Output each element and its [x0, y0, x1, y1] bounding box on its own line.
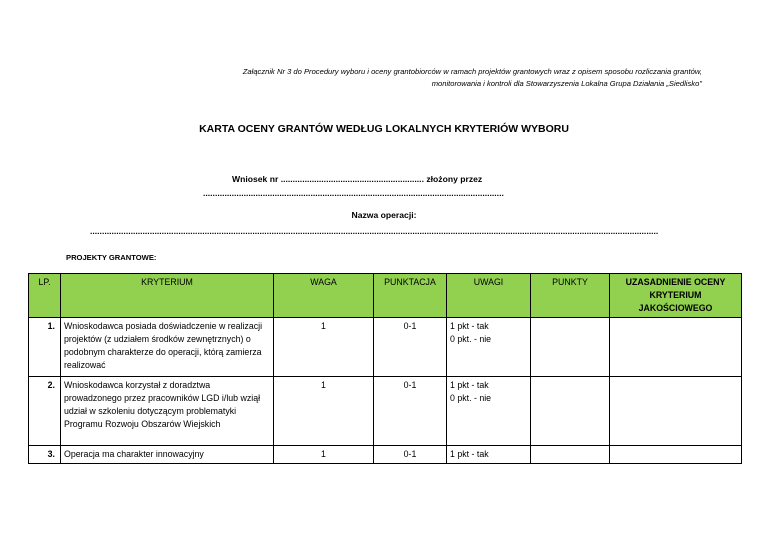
annex-line-2: monitorowania i kontroli dla Stowarzyszenia Lokalna Grupa Działania „Siedlisko" [431, 78, 702, 88]
criteria-table [28, 273, 742, 464]
row-waga: 1 [274, 318, 374, 377]
row-lp: 1. [29, 318, 61, 377]
row-uwagi [447, 318, 531, 377]
annex-note [62, 66, 702, 89]
row-kryterium: Wnioskodawca korzystał z doradztwa prowadzonego przez pracowników LGD i/lub wziął udział w szkoleniu dotyczącym problematyki Programu Rozwoju Obszarów Wiejskich [61, 377, 274, 446]
table-row [29, 446, 742, 464]
uwagi-line: 1 pkt - tak [450, 380, 489, 390]
operation-name-label: Nazwa operacji: [351, 210, 417, 220]
row-uwagi [447, 446, 531, 464]
uwagi-line: 1 pkt - tak [450, 449, 489, 459]
row-kryterium: Wnioskodawca posiada doświadczenie w realizacji projektów (z udziałem środków zewnętrznych) o podobnym charakterze do operacji, którą zamierza realizować [61, 318, 274, 377]
row-punktacja: 0-1 [374, 446, 447, 464]
operation-name-dotted-line: .............................................................................................................................................................................................................................................. [90, 226, 659, 236]
table-row [29, 318, 742, 377]
header-waga: WAGA [274, 274, 374, 318]
uwagi-line: 1 pkt - tak [450, 321, 489, 331]
header-punkty: PUNKTY [531, 274, 610, 318]
row-kryterium: Operacja ma charakter innowacyjny [61, 446, 274, 464]
row-punkty-cell[interactable] [531, 318, 610, 377]
row-lp: 3. [29, 446, 61, 464]
row-punktacja: 0-1 [374, 377, 447, 446]
section-title: PROJEKTY GRANTOWE: [66, 253, 157, 262]
application-number-line: Wniosek nr ............................................................ złożony przez [232, 174, 483, 184]
row-uzasadnienie-cell[interactable] [610, 318, 742, 377]
header-kryterium: KRYTERIUM [61, 274, 274, 318]
table-row [29, 377, 742, 446]
table-header-row [29, 274, 742, 318]
document-title: KARTA OCENY GRANTÓW WEDŁUG LOKALNYCH KRYTERIÓW WYBORU [199, 123, 569, 135]
row-lp: 2. [29, 377, 61, 446]
row-waga: 1 [274, 377, 374, 446]
header-uzasadnienie: UZASADNIENIE OCENY KRYTERIUM JAKOŚCIOWEGO [610, 274, 742, 318]
row-punktacja: 0-1 [374, 318, 447, 377]
row-punkty-cell[interactable] [531, 446, 610, 464]
uwagi-line: 0 pkt. - nie [450, 393, 492, 403]
row-punkty-cell[interactable] [531, 377, 610, 446]
header-lp: LP. [29, 274, 61, 318]
header-uwagi: UWAGI [447, 274, 531, 318]
applicant-dotted-line: .............................................................................................................................. [203, 188, 504, 198]
annex-line-1: Załącznik Nr 3 do Procedury wyboru i oceny grantobiorców w ramach projektów grantowych wraz z opisem sposobu rozliczania grantów, [242, 67, 702, 76]
row-waga: 1 [274, 446, 374, 464]
row-uwagi [447, 377, 531, 446]
row-uzasadnienie-cell[interactable] [610, 377, 742, 446]
header-punktacja: PUNKTACJA [374, 274, 447, 318]
row-uzasadnienie-cell[interactable] [610, 446, 742, 464]
uwagi-line: 0 pkt. - nie [450, 334, 492, 344]
